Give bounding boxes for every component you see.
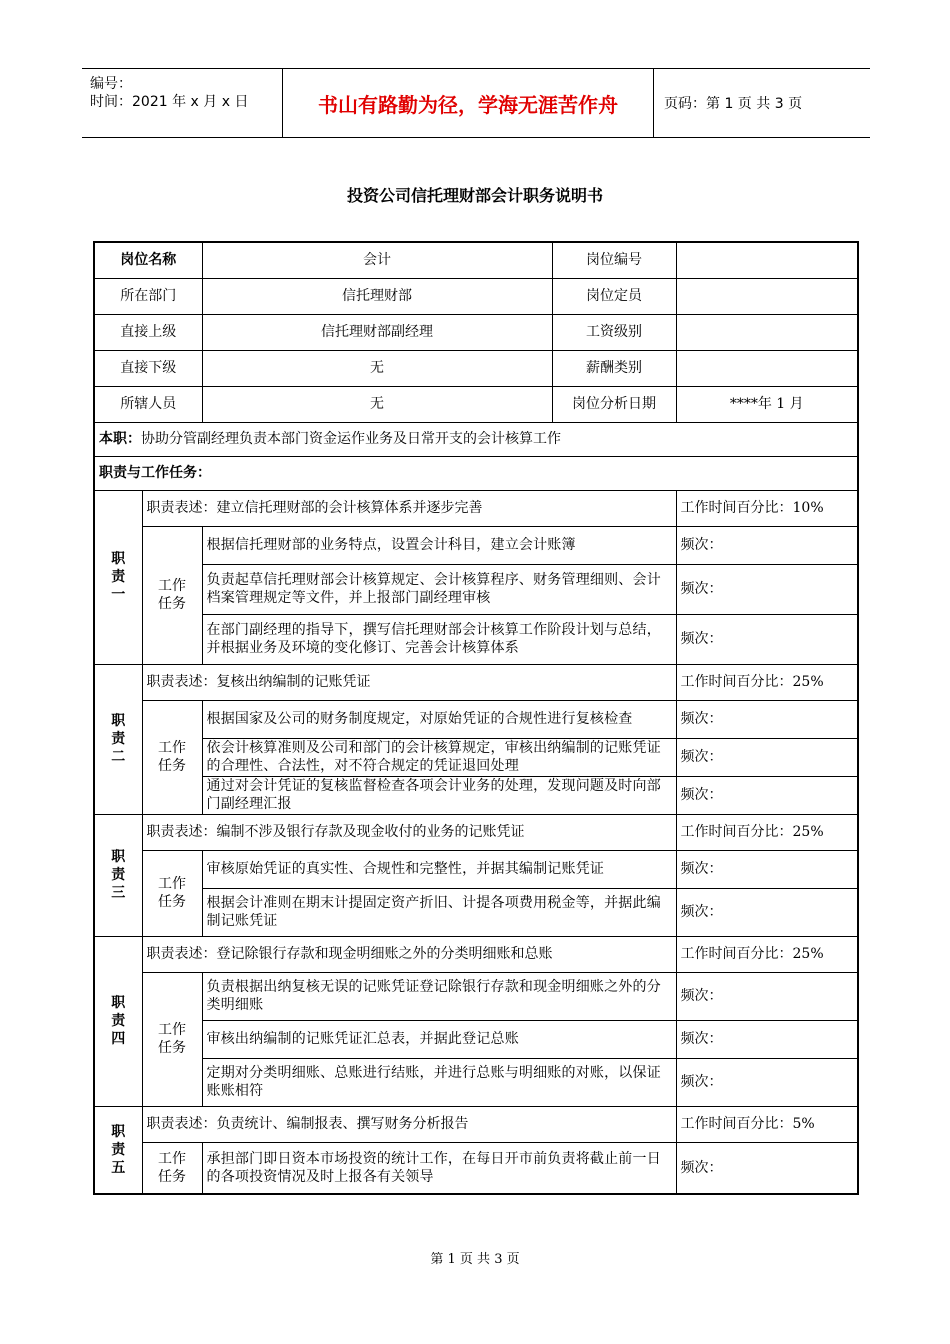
task-text: 通过对会计凭证的复核监督检查各项会计业务的处理，发现问题及时向部门副经理汇报	[202, 776, 676, 814]
info-row	[94, 242, 858, 278]
task-frequency: 频次：	[676, 776, 858, 814]
info-value: 信托理财部	[202, 278, 552, 314]
duty-description: 职责表述：复核出纳编制的记账凭证	[142, 664, 676, 700]
task-row	[94, 850, 858, 888]
duty-summary	[94, 422, 858, 456]
info-row	[94, 278, 858, 314]
task-row	[94, 888, 858, 936]
header-motto: 书山有路勤为径，学海无涯苦作舟	[282, 69, 654, 137]
info-label: 直接下级	[94, 350, 202, 386]
info-label: 所在部门	[94, 278, 202, 314]
task-text: 审核原始凭证的真实性、合规性和完整性，并据其编制记账凭证	[202, 850, 676, 888]
duty-summary-row	[94, 422, 858, 456]
document-date: 时间：2021 年 x 月 x 日	[90, 94, 249, 110]
duty-summary-label: 本职：	[99, 431, 141, 447]
info-label: 岗位编号	[552, 242, 676, 278]
task-row	[94, 738, 858, 776]
info-label: 薪酬类别	[552, 350, 676, 386]
job-description-table	[93, 241, 859, 1195]
task-row	[94, 776, 858, 814]
info-value: 信托理财部副经理	[202, 314, 552, 350]
task-text: 负责起草信托理财部会计核算规定、会计核算程序、财务管理细则、会计档案管理规定等文件，并上报部门副经理审核	[202, 564, 676, 614]
info-value: 无	[202, 386, 552, 422]
duty-desc-row	[94, 814, 858, 850]
info-label: 直接上级	[94, 314, 202, 350]
task-frequency: 频次：	[676, 526, 858, 564]
task-row	[94, 972, 858, 1020]
duty-description: 职责表述：编制不涉及银行存款及现金收付的业务的记账凭证	[142, 814, 676, 850]
duty-time-percent: 工作时间百分比：25%	[676, 814, 858, 850]
task-text: 根据信托理财部的业务特点，设置会计科目，建立会计账簿	[202, 526, 676, 564]
task-row	[94, 526, 858, 564]
info-value: 会计	[202, 242, 552, 278]
info-value	[676, 242, 858, 278]
task-text: 在部门副经理的指导下，撰写信托理财部会计核算工作阶段计划与总结，并根据业务及环境的变化修订、完善会计核算体系	[202, 614, 676, 664]
task-frequency: 频次：	[676, 700, 858, 738]
header-page-info: 页码：第 1 页 共 3 页	[664, 96, 803, 112]
info-value: 无	[202, 350, 552, 386]
task-frequency: 频次：	[676, 888, 858, 936]
duty-name: 职 责 二	[94, 664, 142, 814]
info-row	[94, 314, 858, 350]
task-row	[94, 614, 858, 664]
task-text: 审核出纳编制的记账凭证汇总表，并据此登记总账	[202, 1020, 676, 1058]
duty-desc-row	[94, 1106, 858, 1142]
task-text: 根据国家及公司的财务制度规定，对原始凭证的合规性进行复核检查	[202, 700, 676, 738]
info-row	[94, 386, 858, 422]
header-meta	[82, 69, 282, 137]
task-text: 负责根据出纳复核无误的记账凭证登记除银行存款和现金明细账之外的分类明细账	[202, 972, 676, 1020]
duty-desc-row	[94, 490, 858, 526]
page-header	[82, 68, 870, 138]
task-row	[94, 564, 858, 614]
duty-desc-row	[94, 936, 858, 972]
info-value	[676, 314, 858, 350]
duty-name: 职 责 四	[94, 936, 142, 1106]
work-tasks-label: 工作 任务	[142, 526, 202, 664]
task-frequency: 频次：	[676, 738, 858, 776]
info-label: 岗位定员	[552, 278, 676, 314]
duty-time-percent: 工作时间百分比：5%	[676, 1106, 858, 1142]
info-value	[676, 350, 858, 386]
document-title: 投资公司信托理财部会计职务说明书	[346, 186, 603, 205]
task-row	[94, 1058, 858, 1106]
duty-description: 职责表述：负责统计、编制报表、撰写财务分析报告	[142, 1106, 676, 1142]
duty-description: 职责表述：登记除银行存款和现金明细账之外的分类明细账和总账	[142, 936, 676, 972]
task-row	[94, 1020, 858, 1058]
info-value	[676, 278, 858, 314]
duty-name: 职 责 五	[94, 1106, 142, 1194]
info-label: 岗位名称	[94, 242, 202, 278]
work-tasks-label: 工作 任务	[142, 972, 202, 1106]
work-tasks-label: 工作 任务	[142, 850, 202, 936]
duty-description: 职责表述：建立信托理财部的会计核算体系并逐步完善	[142, 490, 676, 526]
task-frequency: 频次：	[676, 972, 858, 1020]
work-tasks-label: 工作 任务	[142, 1142, 202, 1194]
duty-summary-text: 协助分管副经理负责本部门资金运作业务及日常开支的会计核算工作	[141, 431, 561, 447]
work-tasks-label: 工作 任务	[142, 700, 202, 814]
task-row	[94, 700, 858, 738]
duty-desc-row	[94, 664, 858, 700]
page-footer: 第 1 页 共 3 页	[430, 1252, 520, 1267]
task-frequency: 频次：	[676, 614, 858, 664]
task-text: 承担部门即日资本市场投资的统计工作，在每日开市前负责将截止前一日的各项投资情况及时上报各有关领导	[202, 1142, 676, 1194]
info-row	[94, 350, 858, 386]
task-frequency: 频次：	[676, 1142, 858, 1194]
task-frequency: 频次：	[676, 1020, 858, 1058]
task-frequency: 频次：	[676, 564, 858, 614]
task-text: 根据会计准则在期末计提固定资产折旧、计提各项费用税金等，并据此编制记账凭证	[202, 888, 676, 936]
info-label: 工资级别	[552, 314, 676, 350]
task-text: 依会计核算准则及公司和部门的会计核算规定，审核出纳编制的记账凭证的合理性、合法性，对不符合规定的凭证退回处理	[202, 738, 676, 776]
info-label: 岗位分析日期	[552, 386, 676, 422]
duty-time-percent: 工作时间百分比：25%	[676, 664, 858, 700]
document-number: 编号：	[90, 76, 132, 92]
info-value: ****年 1 月	[676, 386, 858, 422]
duty-time-percent: 工作时间百分比：25%	[676, 936, 858, 972]
duty-time-percent: 工作时间百分比：10%	[676, 490, 858, 526]
task-row	[94, 1142, 858, 1194]
section-heading-row	[94, 456, 858, 490]
task-frequency: 频次：	[676, 1058, 858, 1106]
duty-name: 职 责 三	[94, 814, 142, 936]
task-frequency: 频次：	[676, 850, 858, 888]
task-text: 定期对分类明细账、总账进行结账，并进行总账与明细账的对账，以保证账账相符	[202, 1058, 676, 1106]
section-heading: 职责与工作任务：	[94, 456, 858, 490]
info-label: 所辖人员	[94, 386, 202, 422]
duty-name: 职 责 一	[94, 490, 142, 664]
